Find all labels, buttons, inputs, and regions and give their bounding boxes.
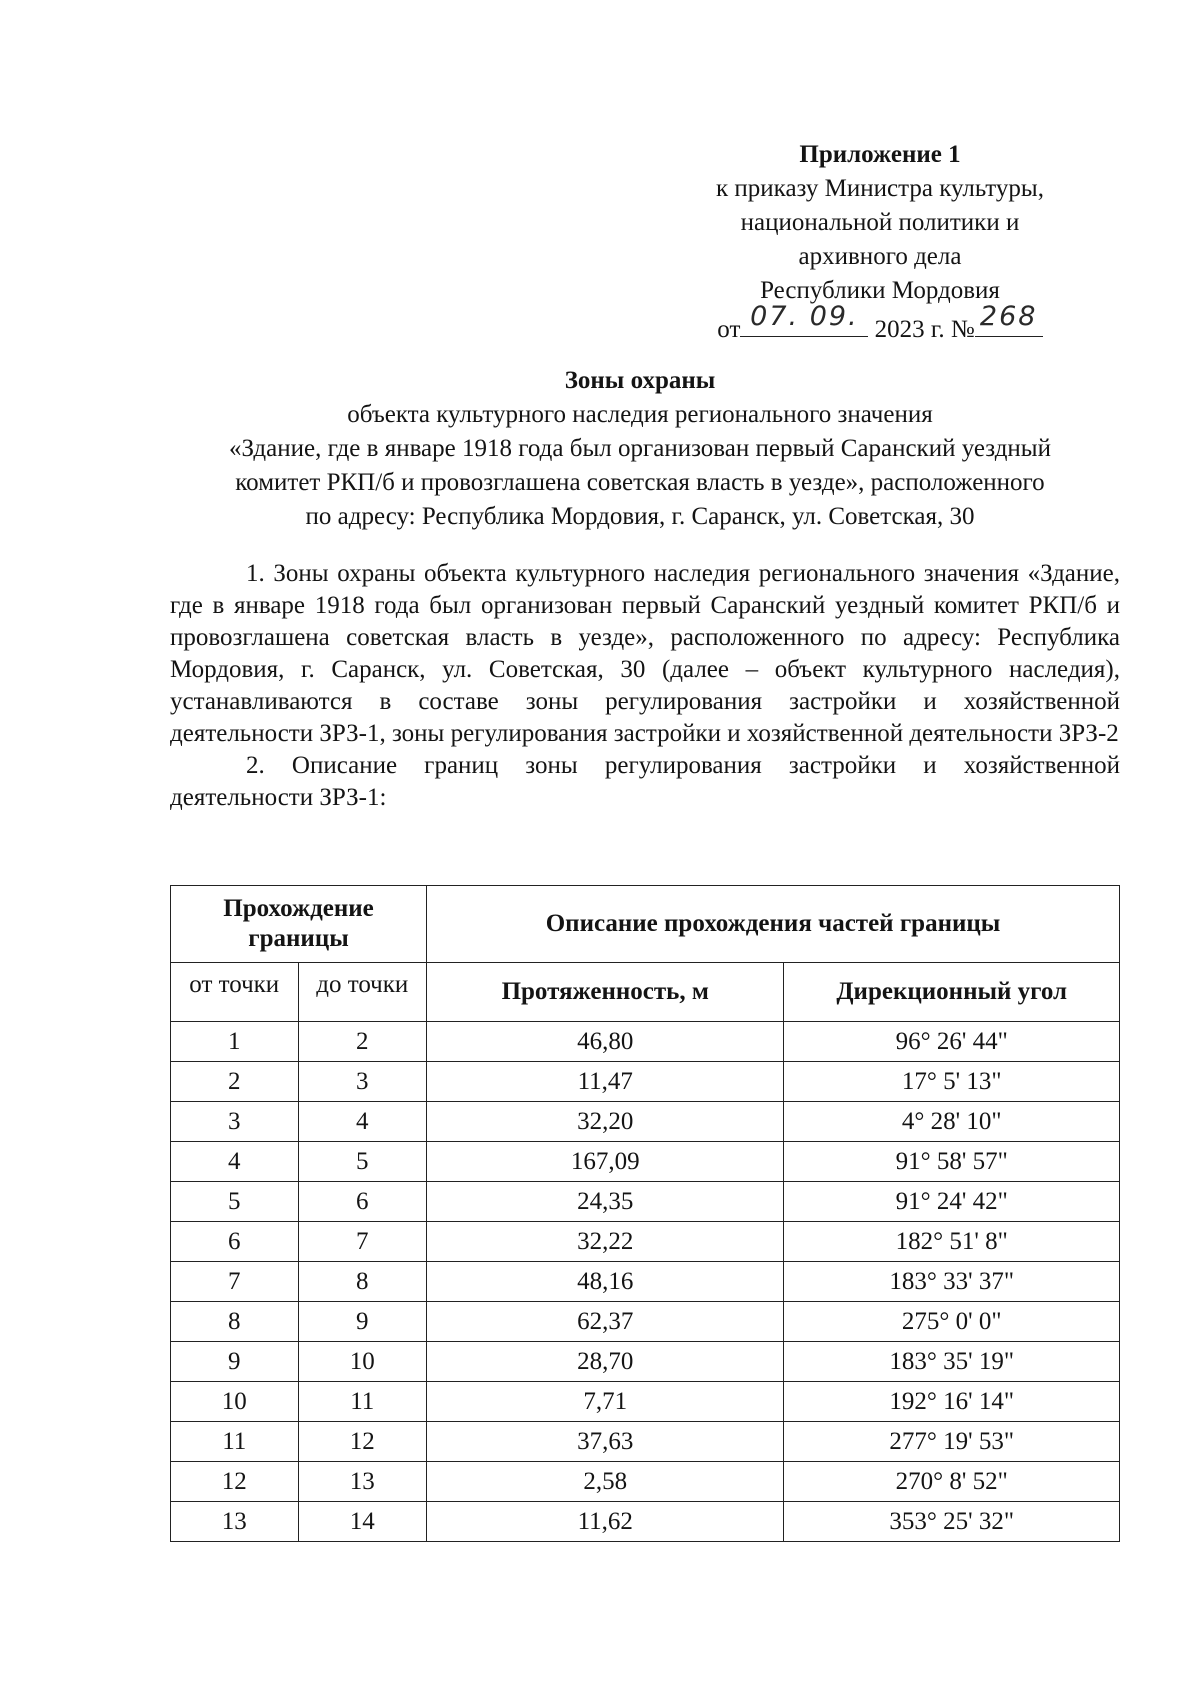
cell-from-point: 5: [171, 1182, 299, 1222]
cell-from-point: 6: [171, 1222, 299, 1262]
cell-to-point: 2: [298, 1022, 427, 1062]
table-row: [171, 1142, 1120, 1182]
paragraph-1: 1. Зоны охраны объекта культурного наследия регионального значения «Здание, где в январе 1918 года был организован первый Саранский уездный комитет РКП/б и провозглашена советская власть в уезде», расположенного по адресу: Республика Мордовия, г. Саранск, ул. Советская, 30 (далее – объект культурного наследия), устанавливаются в составе зоны регулирования застройки и хозяйственной деятельности ЗРЗ-1, зоны регулирования застройки и хозяйственной деятельности ЗРЗ-2: [170, 560, 1120, 747]
cell-to-point: 12: [298, 1422, 427, 1462]
table-row: [171, 1102, 1120, 1142]
cell-from-point: 2: [171, 1062, 299, 1102]
cell-length: 46,80: [427, 1022, 784, 1062]
cell-from-point: 10: [171, 1382, 299, 1422]
table-row: [171, 1062, 1120, 1102]
cell-angle: 17° 5' 13": [784, 1062, 1120, 1102]
cell-angle: 353° 25' 32": [784, 1502, 1120, 1542]
cell-length: 7,71: [427, 1382, 784, 1422]
cell-length: 37,63: [427, 1422, 784, 1462]
cell-to-point: 7: [298, 1222, 427, 1262]
cell-angle: 183° 33' 37": [784, 1262, 1120, 1302]
appendix-line: к приказу Министра культуры,: [716, 175, 1044, 202]
cell-angle: 270° 8' 52": [784, 1462, 1120, 1502]
table-row: [171, 1222, 1120, 1262]
heading-line: объекта культурного наследия регионального значения: [347, 401, 933, 428]
appendix-block: [640, 138, 1120, 347]
boundary-table: [170, 885, 1120, 1542]
header-from-point: от точки: [171, 963, 299, 1022]
paragraph-2: 2. Описание границ зоны регулирования застройки и хозяйственной деятельности ЗРЗ-1:: [170, 752, 1120, 811]
cell-from-point: 8: [171, 1302, 299, 1342]
cell-length: 32,20: [427, 1102, 784, 1142]
cell-to-point: 5: [298, 1142, 427, 1182]
cell-to-point: 14: [298, 1502, 427, 1542]
cell-to-point: 9: [298, 1302, 427, 1342]
cell-from-point: 12: [171, 1462, 299, 1502]
cell-from-point: 3: [171, 1102, 299, 1142]
document-heading: [160, 364, 1120, 534]
cell-angle: 182° 51' 8": [784, 1222, 1120, 1262]
cell-length: 11,62: [427, 1502, 784, 1542]
header-passage: [171, 886, 427, 963]
heading-line: «Здание, где в январе 1918 года был организован первый Саранский уездный: [229, 435, 1051, 462]
header-passage-line2: границы: [248, 925, 349, 952]
cell-to-point: 10: [298, 1342, 427, 1382]
cell-length: 32,22: [427, 1222, 784, 1262]
handwritten-number: 268: [979, 301, 1038, 332]
cell-length: 167,09: [427, 1142, 784, 1182]
cell-angle: 192° 16' 14": [784, 1382, 1120, 1422]
heading-line: по адресу: Республика Мордовия, г. Саранск, ул. Советская, 30: [305, 503, 975, 530]
appendix-line: Республики Мордовия: [760, 277, 1000, 304]
cell-length: 48,16: [427, 1262, 784, 1302]
cell-from-point: 9: [171, 1342, 299, 1382]
cell-to-point: 8: [298, 1262, 427, 1302]
header-description: Описание прохождения частей границы: [427, 886, 1120, 963]
order-date-line: [717, 301, 1042, 347]
cell-length: 28,70: [427, 1342, 784, 1382]
date-blank: [740, 301, 868, 337]
cell-angle: 183° 35' 19": [784, 1342, 1120, 1382]
heading-title: Зоны охраны: [564, 367, 716, 394]
number-blank: [975, 301, 1043, 337]
cell-from-point: 4: [171, 1142, 299, 1182]
cell-to-point: 4: [298, 1102, 427, 1142]
cell-to-point: 13: [298, 1462, 427, 1502]
cell-length: 62,37: [427, 1302, 784, 1342]
table-row: [171, 1182, 1120, 1222]
header-angle: Дирекционный угол: [784, 963, 1120, 1022]
appendix-title: Приложение 1: [799, 141, 961, 168]
cell-angle: 96° 26' 44": [784, 1022, 1120, 1062]
body-text: [170, 558, 1120, 814]
appendix-line: архивного дела: [798, 243, 962, 270]
table-subheader-row: [171, 963, 1120, 1022]
cell-from-point: 1: [171, 1022, 299, 1062]
table-row: [171, 1262, 1120, 1302]
heading-line: комитет РКП/б и провозглашена советская власть в уезде», расположенного: [235, 469, 1045, 496]
cell-to-point: 6: [298, 1182, 427, 1222]
appendix-line: национальной политики и: [740, 209, 1020, 236]
cell-length: 24,35: [427, 1182, 784, 1222]
table-row: [171, 1502, 1120, 1542]
cell-to-point: 11: [298, 1382, 427, 1422]
cell-angle: 4° 28' 10": [784, 1102, 1120, 1142]
cell-from-point: 7: [171, 1262, 299, 1302]
cell-from-point: 11: [171, 1422, 299, 1462]
cell-angle: 91° 58' 57": [784, 1142, 1120, 1182]
table-row: [171, 1462, 1120, 1502]
header-to-point: до точки: [298, 963, 427, 1022]
date-prefix: от: [717, 316, 741, 343]
cell-length: 2,58: [427, 1462, 784, 1502]
handwritten-date: 07. 09.: [750, 301, 859, 332]
header-length: Протяженность, м: [427, 963, 784, 1022]
cell-from-point: 13: [171, 1502, 299, 1542]
header-passage-line1: Прохождение: [223, 895, 374, 922]
cell-angle: 275° 0' 0": [784, 1302, 1120, 1342]
table-row: [171, 1302, 1120, 1342]
cell-angle: 91° 24' 42": [784, 1182, 1120, 1222]
table-row: [171, 1022, 1120, 1062]
cell-to-point: 3: [298, 1062, 427, 1102]
table-row: [171, 1342, 1120, 1382]
table-row: [171, 1422, 1120, 1462]
table-row: [171, 1382, 1120, 1422]
year-text: 2023 г. №: [874, 316, 975, 343]
table-header-row: [171, 886, 1120, 963]
cell-length: 11,47: [427, 1062, 784, 1102]
cell-angle: 277° 19' 53": [784, 1422, 1120, 1462]
